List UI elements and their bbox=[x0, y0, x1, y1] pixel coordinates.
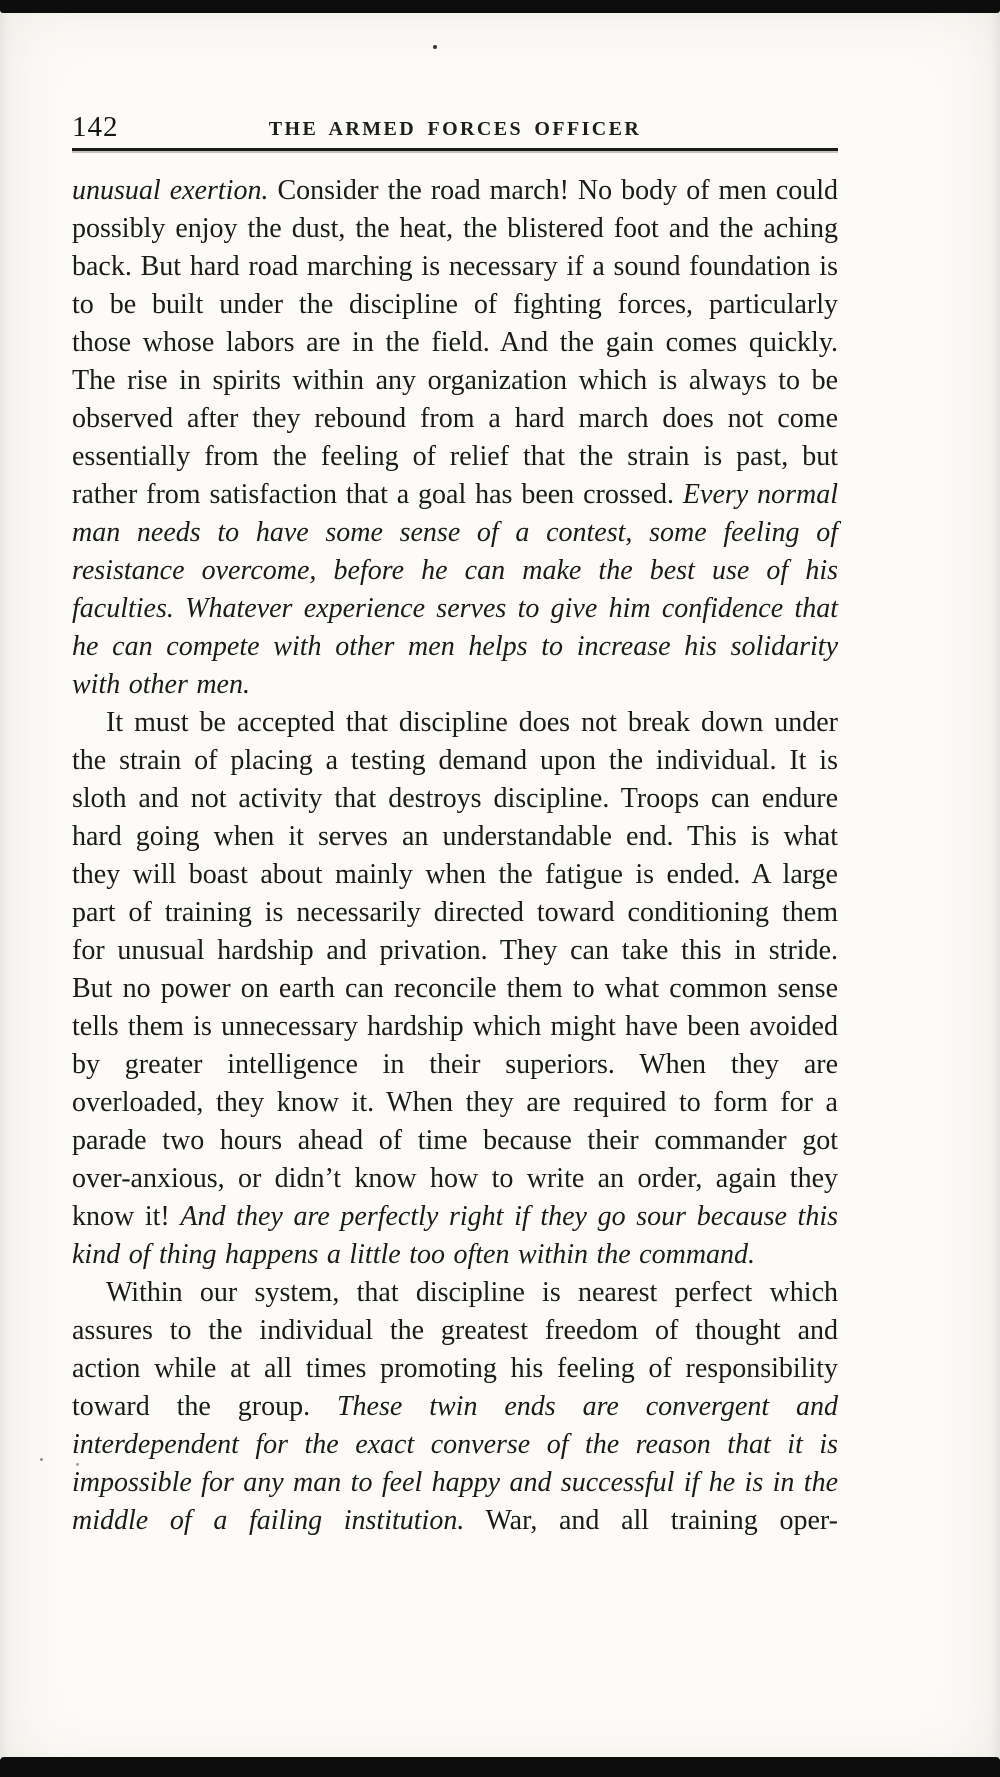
page-content bbox=[72, 106, 838, 1540]
text-segment-italic: These twin ends are convergent and interdependent for the exact converse of the reason that it is impossible for any man to feel happy and successful if he is in the middle of a failing institution. bbox=[72, 1391, 838, 1536]
text-segment-italic: And they are perfectly right if they go sour because this kind of thing happens a little too often within the command. bbox=[72, 1201, 839, 1270]
header-title: THE ARMED FORCES OFFICER bbox=[268, 118, 642, 140]
page-number: 142 bbox=[72, 111, 119, 143]
scan-speck bbox=[433, 45, 437, 49]
text-segment: It must be accepted that discipline does not break down under the strain of placing a testing demand upon the individual. It is sloth and not activity that destroys discipline. Troops can endure hard going when it serves an understandable end. This is what they will boast about mainly when the fatigue is ended. A large part of training is necessarily directed toward conditioning them for unusual hardship and privation. They can take this in stride. But no power on earth can reconcile them to what common sense tells them is unnecessary hardship which might have been avoided by greater intelligence in their superiors. When they are overloaded, they know it. When they are required to form for a parade two hours ahead of time because their commander got over-anxious, or didn’t know how to write an order, again they know it! bbox=[72, 707, 838, 1232]
page-body bbox=[72, 172, 838, 1540]
running-head bbox=[72, 106, 838, 142]
text-segment-italic: Every normal man needs to have some sense of a contest, some feeling of resistance overcome, before he can make the best use of his faculties. Whatever experience serves to give him confidence that he can compete with other men helps to increase his solidarity with other men. bbox=[72, 479, 838, 700]
scan-edge-bottom bbox=[0, 1757, 1000, 1777]
paragraph-1 bbox=[72, 172, 838, 704]
scan-speck bbox=[40, 1458, 43, 1461]
text-segment: Consider the road march! No body of men could possibly enjoy the dust, the heat, the blistered foot and the aching back. But hard road marching is necessary if a sound foundation is to be built under the discipline of fighting forces, particularly those whose labors are in the field. And the gain comes quickly. The rise in spirits within any organization which is always to be observed after they rebound from a hard march does not come essentially from the feeling of relief that the strain is past, but rather from satisfaction that a goal has been crossed. bbox=[72, 175, 838, 510]
text-segment: War, and all training oper- bbox=[464, 1505, 838, 1536]
header-rule bbox=[72, 148, 838, 151]
scan-edge-top bbox=[0, 0, 1000, 13]
text-segment: Within our system, that discipline is nearest perfect which assures to the individual the greatest freedom of thought and action while at all times promoting his feeling of responsibility toward the group. bbox=[72, 1277, 838, 1422]
text-segment-italic: unusual exertion. bbox=[72, 175, 269, 206]
paragraph-3 bbox=[72, 1274, 838, 1540]
paragraph-2 bbox=[72, 704, 838, 1274]
